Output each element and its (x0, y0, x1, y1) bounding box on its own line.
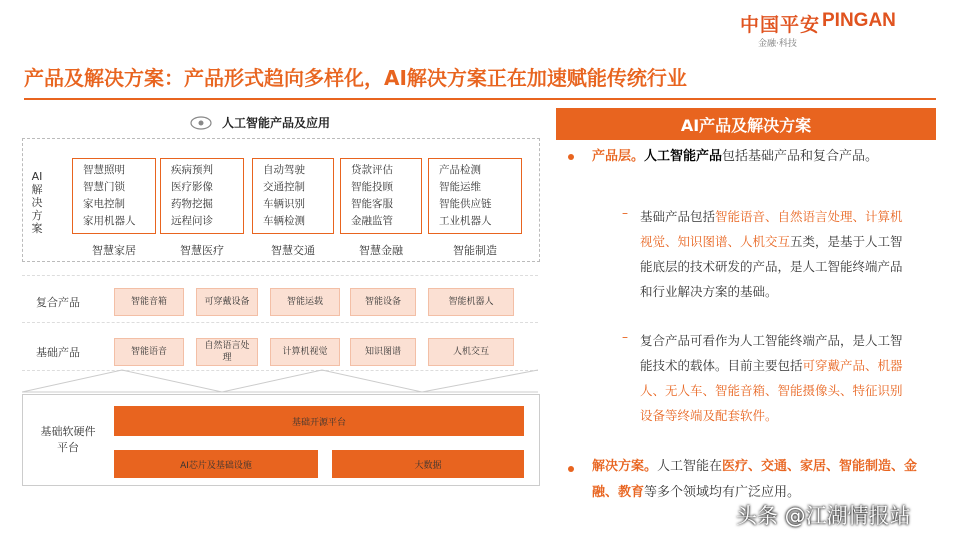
bullet-product-layer (592, 144, 922, 170)
logo-subtitle: 金融·科技 (758, 39, 797, 49)
solution-box (160, 158, 244, 234)
platform-label: 基础软硬件平台 (40, 425, 96, 454)
solution-item: 智慧门锁 (83, 181, 125, 193)
basic-rest: 五类，是基于人工智能底层的技术研发的产品，是人工智能终端产品和行业解决方案的基础。 (640, 234, 903, 299)
basic-product-box: 自然语言处理 (196, 338, 258, 366)
open-platform-bar: 基础开源平台 (114, 406, 524, 436)
watermark: 头条 @江湖情报站 (736, 504, 911, 528)
solution-box (340, 158, 422, 234)
row-divider (22, 322, 538, 323)
solution-caption: 智慧交通 (271, 244, 315, 257)
composite-product-box: 智能机器人 (428, 288, 514, 316)
solutions-highlight: 医疗、交通、家居、智能制造、金融、教育 (592, 459, 918, 500)
basic-product-box: 计算机视觉 (270, 338, 340, 366)
product-layer-text: 包括基础产品和复合产品。 (722, 149, 879, 164)
eye-icon (190, 116, 212, 130)
solution-item: 医疗影像 (171, 181, 213, 193)
composite-intro: 复合产品可看作为人工智能终端产品，是人工智能技术的载体。目前主要包括 (640, 333, 903, 373)
solution-box (252, 158, 334, 234)
sub-bullet-basic (640, 204, 910, 304)
solutions-rest: 等多个领域均有广泛应用。 (644, 485, 801, 500)
bullet-dot (568, 466, 574, 472)
solution-item: 智慧照明 (83, 164, 125, 176)
row-divider (22, 275, 538, 276)
solution-item: 智能运维 (439, 181, 481, 193)
basic-highlight: 智能语音、自然语言处理、计算机视觉、知识图谱、人机交互 (640, 209, 903, 249)
solution-caption: 智慧金融 (359, 244, 403, 257)
solutions-heading: 解决方案。 (592, 459, 658, 474)
sub-bullet-mark: – (622, 206, 628, 220)
solution-box (72, 158, 156, 234)
solution-caption: 智慧家居 (92, 244, 136, 257)
composite-product-box: 智能运载 (270, 288, 340, 316)
page-title: 产品及解决方案：产品形式趋向多样化，AI解决方案正在加速赋能传统行业 (24, 66, 687, 90)
solution-item: 家用机器人 (83, 215, 136, 227)
solutions-mid: 人工智能在 (657, 459, 723, 474)
solution-item: 家电控制 (83, 198, 125, 210)
solution-item: 智能客服 (351, 198, 393, 210)
solution-item: 贷款评估 (351, 164, 393, 176)
solution-caption: 智慧医疗 (180, 244, 224, 257)
product-layer-heading: 产品层。 (592, 149, 645, 164)
solution-item: 智能投顾 (351, 181, 393, 193)
solution-item: 产品检测 (439, 164, 481, 176)
basic-product-box: 人机交互 (428, 338, 514, 366)
ai-chip-bar: AI芯片及基础设施 (114, 450, 318, 478)
composite-product-box: 智能设备 (350, 288, 416, 316)
solution-item: 车辆识别 (263, 198, 305, 210)
bullet-solutions (592, 454, 922, 506)
solution-item: 智能供应链 (439, 198, 492, 210)
solution-caption: 智能制造 (453, 244, 497, 257)
solution-box (428, 158, 522, 234)
title-divider (24, 98, 936, 100)
basic-product-box: 智能语音 (114, 338, 184, 366)
big-data-bar: 大数据 (332, 450, 524, 478)
layer-roof-shape (22, 368, 538, 394)
basic-products-label: 基础产品 (36, 346, 80, 359)
composite-product-box: 智能音箱 (114, 288, 184, 316)
composite-highlight: 可穿戴产品、机器人、无人车、智能音箱、智能摄像头、特征识别设备等终端及配套软件。 (640, 358, 903, 423)
logo-chinese: 中国平安 (740, 14, 821, 36)
panel-header: AI产品及解决方案 (556, 108, 936, 140)
solution-item: 药物挖掘 (171, 198, 213, 210)
composite-product-box: 可穿戴设备 (196, 288, 258, 316)
basic-product-box: 知识图谱 (350, 338, 416, 366)
logo-english: PINGAN (822, 10, 896, 31)
solution-item: 车辆检测 (263, 215, 305, 227)
diagram-title (190, 114, 330, 131)
sub-bullet-composite (640, 328, 910, 428)
sub-bullet-mark: – (622, 330, 628, 344)
ai-solutions-label: AI解决方案 (31, 170, 43, 235)
solution-item: 疾病预判 (171, 164, 213, 176)
solution-item: 工业机器人 (439, 215, 492, 227)
solution-item: 远程问诊 (171, 215, 213, 227)
solution-item: 自动驾驶 (263, 164, 305, 176)
composite-products-label: 复合产品 (36, 296, 80, 309)
basic-intro: 基础产品包括 (640, 209, 716, 224)
product-layer-strong: 人工智能产品 (644, 149, 723, 164)
solution-item: 交通控制 (263, 181, 305, 193)
diagram-title-text: 人工智能产品及应用 (222, 116, 331, 130)
bullet-dot (568, 154, 574, 160)
solution-item: 金融监管 (351, 215, 393, 227)
